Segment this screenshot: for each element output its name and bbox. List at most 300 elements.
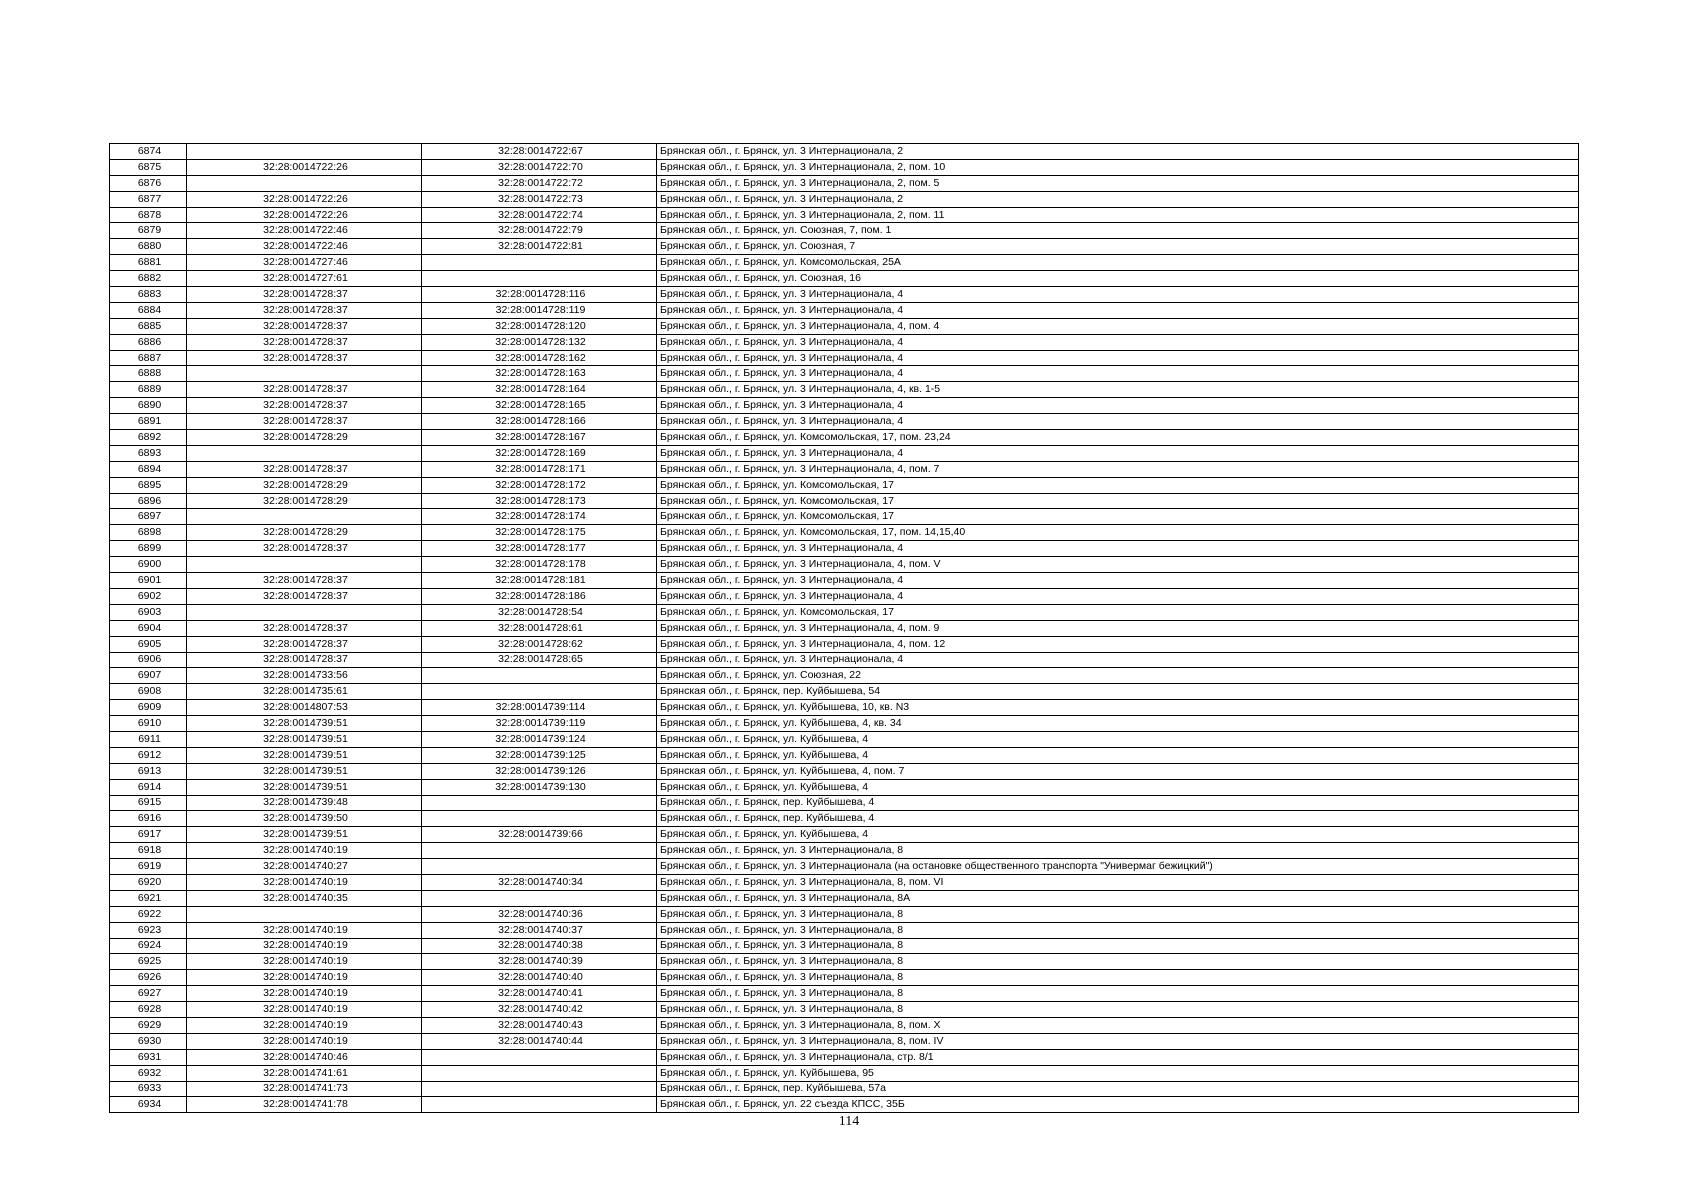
cadastral-number-cell: 32:28:0014722:81 <box>422 239 657 255</box>
row-number-cell: 6920 <box>110 874 187 890</box>
cadastral-number-cell: 32:28:0014728:164 <box>422 382 657 398</box>
parent-cadastral-number-cell: 32:28:0014728:37 <box>187 287 422 303</box>
address-cell: Брянская обл., г. Брянск, ул. Комсомольская, 25А <box>657 255 1579 271</box>
row-number-cell: 6929 <box>110 1017 187 1033</box>
parent-cadastral-number-cell: 32:28:0014740:19 <box>187 922 422 938</box>
cadastral-number-cell: 32:28:0014728:132 <box>422 334 657 350</box>
table-row <box>110 398 1579 414</box>
parent-cadastral-number-cell <box>187 557 422 573</box>
parent-cadastral-number-cell: 32:28:0014739:51 <box>187 827 422 843</box>
row-number-cell: 6886 <box>110 334 187 350</box>
row-number-cell: 6900 <box>110 557 187 573</box>
cadastral-number-cell: 32:28:0014728:120 <box>422 318 657 334</box>
address-cell: Брянская обл., г. Брянск, ул. 3 Интернационала, 4 <box>657 588 1579 604</box>
parent-cadastral-number-cell: 32:28:0014728:37 <box>187 318 422 334</box>
table-row <box>110 159 1579 175</box>
address-cell: Брянская обл., г. Брянск, ул. 3 Интернационала, 2 <box>657 144 1579 160</box>
cadastral-number-cell <box>422 811 657 827</box>
cadastral-number-cell: 32:28:0014740:40 <box>422 970 657 986</box>
row-number-cell: 6903 <box>110 604 187 620</box>
cadastral-number-cell: 32:28:0014740:43 <box>422 1017 657 1033</box>
address-cell: Брянская обл., г. Брянск, ул. 3 Интернационала, 4, кв. 1-5 <box>657 382 1579 398</box>
cadastral-number-cell <box>422 795 657 811</box>
table-row <box>110 954 1579 970</box>
row-number-cell: 6923 <box>110 922 187 938</box>
row-number-cell: 6887 <box>110 350 187 366</box>
address-cell: Брянская обл., г. Брянск, ул. Комсомольская, 17 <box>657 477 1579 493</box>
parent-cadastral-number-cell: 32:28:0014739:51 <box>187 779 422 795</box>
table-row <box>110 541 1579 557</box>
table-row <box>110 636 1579 652</box>
cadastral-number-cell <box>422 1081 657 1097</box>
parent-cadastral-number-cell: 32:28:0014728:29 <box>187 477 422 493</box>
address-cell: Брянская обл., г. Брянск, ул. Куйбышева, 95 <box>657 1065 1579 1081</box>
parent-cadastral-number-cell: 32:28:0014740:19 <box>187 970 422 986</box>
cadastral-number-cell: 32:28:0014740:34 <box>422 874 657 890</box>
table-row <box>110 239 1579 255</box>
cadastral-number-cell: 32:28:0014728:173 <box>422 493 657 509</box>
parent-cadastral-number-cell: 32:28:0014740:46 <box>187 1049 422 1065</box>
parent-cadastral-number-cell <box>187 604 422 620</box>
table-row <box>110 588 1579 604</box>
address-cell: Брянская обл., г. Брянск, ул. 3 Интернационала, 4 <box>657 334 1579 350</box>
parent-cadastral-number-cell: 32:28:0014739:48 <box>187 795 422 811</box>
table-row <box>110 318 1579 334</box>
cadastral-number-cell: 32:28:0014739:119 <box>422 716 657 732</box>
cadastral-number-cell: 32:28:0014728:177 <box>422 541 657 557</box>
parent-cadastral-number-cell: 32:28:0014728:29 <box>187 525 422 541</box>
parent-cadastral-number-cell <box>187 144 422 160</box>
address-cell: Брянская обл., г. Брянск, ул. 3 Интернационала, 4, пом. 9 <box>657 620 1579 636</box>
address-cell: Брянская обл., г. Брянск, ул. 3 Интернационала, 8 <box>657 954 1579 970</box>
address-cell: Брянская обл., г. Брянск, ул. 3 Интернационала, 8, пом. X <box>657 1017 1579 1033</box>
address-cell: Брянская обл., г. Брянск, ул. Куйбышева, 4, кв. 34 <box>657 716 1579 732</box>
address-cell: Брянская обл., г. Брянск, ул. Комсомольская, 17, пом. 14,15,40 <box>657 525 1579 541</box>
table-row <box>110 573 1579 589</box>
cadastral-number-cell: 32:28:0014739:130 <box>422 779 657 795</box>
table-row <box>110 763 1579 779</box>
row-number-cell: 6889 <box>110 382 187 398</box>
cadastral-number-cell <box>422 684 657 700</box>
row-number-cell: 6933 <box>110 1081 187 1097</box>
row-number-cell: 6918 <box>110 843 187 859</box>
cadastral-number-cell: 32:28:0014728:119 <box>422 302 657 318</box>
cadastral-number-cell: 32:28:0014728:61 <box>422 620 657 636</box>
cadastral-number-cell: 32:28:0014739:125 <box>422 747 657 763</box>
address-cell: Брянская обл., г. Брянск, ул. 3 Интернационала, 4 <box>657 350 1579 366</box>
address-cell: Брянская обл., г. Брянск, ул. Союзная, 7, пом. 1 <box>657 223 1579 239</box>
cadastral-number-cell: 32:28:0014728:54 <box>422 604 657 620</box>
parent-cadastral-number-cell: 32:28:0014741:61 <box>187 1065 422 1081</box>
parent-cadastral-number-cell: 32:28:0014728:37 <box>187 302 422 318</box>
cadastral-number-cell: 32:28:0014728:163 <box>422 366 657 382</box>
address-cell: Брянская обл., г. Брянск, пер. Куйбышева, 4 <box>657 795 1579 811</box>
cadastral-number-cell <box>422 859 657 875</box>
row-number-cell: 6895 <box>110 477 187 493</box>
address-cell: Брянская обл., г. Брянск, ул. 3 Интернационала, 8 <box>657 1002 1579 1018</box>
address-cell: Брянская обл., г. Брянск, ул. 3 Интернационала, 4 <box>657 366 1579 382</box>
parent-cadastral-number-cell: 32:28:0014740:19 <box>187 1002 422 1018</box>
address-cell: Брянская обл., г. Брянск, ул. 3 Интернационала, стр. 8/1 <box>657 1049 1579 1065</box>
row-number-cell: 6928 <box>110 1002 187 1018</box>
table-row <box>110 1081 1579 1097</box>
row-number-cell: 6911 <box>110 731 187 747</box>
cadastral-number-cell: 32:28:0014722:70 <box>422 159 657 175</box>
cadastral-number-cell: 32:28:0014740:38 <box>422 938 657 954</box>
address-cell: Брянская обл., г. Брянск, ул. 3 Интернационала, 4 <box>657 652 1579 668</box>
parent-cadastral-number-cell <box>187 509 422 525</box>
row-number-cell: 6934 <box>110 1097 187 1113</box>
parent-cadastral-number-cell: 32:28:0014741:78 <box>187 1097 422 1113</box>
address-cell: Брянская обл., г. Брянск, ул. 3 Интернационала, 4 <box>657 541 1579 557</box>
address-cell: Брянская обл., г. Брянск, ул. 3 Интернационала, 8 <box>657 922 1579 938</box>
cadastral-number-cell <box>422 668 657 684</box>
row-number-cell: 6932 <box>110 1065 187 1081</box>
address-cell: Брянская обл., г. Брянск, ул. 3 Интернационала, 4 <box>657 302 1579 318</box>
address-cell: Брянская обл., г. Брянск, пер. Куйбышева, 54 <box>657 684 1579 700</box>
cadastral-number-cell: 32:28:0014722:73 <box>422 191 657 207</box>
cadastral-number-cell: 32:28:0014728:165 <box>422 398 657 414</box>
parent-cadastral-number-cell: 32:28:0014740:19 <box>187 843 422 859</box>
parent-cadastral-number-cell: 32:28:0014728:37 <box>187 334 422 350</box>
row-number-cell: 6884 <box>110 302 187 318</box>
table-row <box>110 890 1579 906</box>
parent-cadastral-number-cell: 32:28:0014728:37 <box>187 636 422 652</box>
parent-cadastral-number-cell: 32:28:0014740:19 <box>187 938 422 954</box>
cadastral-number-cell: 32:28:0014739:114 <box>422 700 657 716</box>
table-row <box>110 350 1579 366</box>
property-register-table <box>109 143 1579 1113</box>
cadastral-number-cell: 32:28:0014739:66 <box>422 827 657 843</box>
address-cell: Брянская обл., г. Брянск, ул. 3 Интернационала, 4 <box>657 445 1579 461</box>
address-cell: Брянская обл., г. Брянск, ул. 3 Интернационала, 4, пом. 7 <box>657 461 1579 477</box>
row-number-cell: 6874 <box>110 144 187 160</box>
table-row <box>110 144 1579 160</box>
cadastral-number-cell <box>422 271 657 287</box>
row-number-cell: 6930 <box>110 1033 187 1049</box>
parent-cadastral-number-cell: 32:28:0014728:29 <box>187 430 422 446</box>
table-row <box>110 938 1579 954</box>
table-row <box>110 700 1579 716</box>
row-number-cell: 6898 <box>110 525 187 541</box>
address-cell: Брянская обл., г. Брянск, ул. Куйбышева, 4 <box>657 779 1579 795</box>
cadastral-number-cell: 32:28:0014728:186 <box>422 588 657 604</box>
row-number-cell: 6880 <box>110 239 187 255</box>
parent-cadastral-number-cell: 32:28:0014740:27 <box>187 859 422 875</box>
parent-cadastral-number-cell: 32:28:0014728:37 <box>187 541 422 557</box>
cadastral-number-cell: 32:28:0014728:172 <box>422 477 657 493</box>
cadastral-number-cell: 32:28:0014728:169 <box>422 445 657 461</box>
table-row <box>110 874 1579 890</box>
row-number-cell: 6879 <box>110 223 187 239</box>
table-row <box>110 557 1579 573</box>
address-cell: Брянская обл., г. Брянск, ул. 3 Интернационала, 8 <box>657 843 1579 859</box>
table-row <box>110 827 1579 843</box>
address-cell: Брянская обл., г. Брянск, ул. Куйбышева, 4 <box>657 731 1579 747</box>
cadastral-number-cell: 32:28:0014728:62 <box>422 636 657 652</box>
parent-cadastral-number-cell: 32:28:0014727:46 <box>187 255 422 271</box>
address-cell: Брянская обл., г. Брянск, ул. 3 Интернационала, 2 <box>657 191 1579 207</box>
table-row <box>110 795 1579 811</box>
row-number-cell: 6893 <box>110 445 187 461</box>
row-number-cell: 6905 <box>110 636 187 652</box>
parent-cadastral-number-cell <box>187 906 422 922</box>
address-cell: Брянская обл., г. Брянск, ул. Куйбышева, 4, пом. 7 <box>657 763 1579 779</box>
address-cell: Брянская обл., г. Брянск, ул. Союзная, 16 <box>657 271 1579 287</box>
table-row <box>110 461 1579 477</box>
cadastral-number-cell <box>422 1097 657 1113</box>
parent-cadastral-number-cell: 32:28:0014739:51 <box>187 716 422 732</box>
table-row <box>110 922 1579 938</box>
table-row <box>110 731 1579 747</box>
row-number-cell: 6883 <box>110 287 187 303</box>
cadastral-number-cell: 32:28:0014728:167 <box>422 430 657 446</box>
address-cell: Брянская обл., г. Брянск, ул. 3 Интернационала, 8 <box>657 906 1579 922</box>
cadastral-number-cell: 32:28:0014740:44 <box>422 1033 657 1049</box>
parent-cadastral-number-cell: 32:28:0014728:37 <box>187 620 422 636</box>
cadastral-number-cell: 32:28:0014740:36 <box>422 906 657 922</box>
row-number-cell: 6913 <box>110 763 187 779</box>
row-number-cell: 6915 <box>110 795 187 811</box>
table-row <box>110 843 1579 859</box>
row-number-cell: 6926 <box>110 970 187 986</box>
row-number-cell: 6899 <box>110 541 187 557</box>
table-row <box>110 859 1579 875</box>
parent-cadastral-number-cell: 32:28:0014728:29 <box>187 493 422 509</box>
parent-cadastral-number-cell: 32:28:0014728:37 <box>187 588 422 604</box>
table-row <box>110 255 1579 271</box>
parent-cadastral-number-cell: 32:28:0014740:19 <box>187 1017 422 1033</box>
address-cell: Брянская обл., г. Брянск, ул. 3 Интернационала, 2, пом. 11 <box>657 207 1579 223</box>
parent-cadastral-number-cell: 32:28:0014739:51 <box>187 747 422 763</box>
address-cell: Брянская обл., г. Брянск, ул. 3 Интернационала, 8, пом. VI <box>657 874 1579 890</box>
table-row <box>110 430 1579 446</box>
cadastral-number-cell: 32:28:0014728:65 <box>422 652 657 668</box>
table-row <box>110 223 1579 239</box>
row-number-cell: 6927 <box>110 986 187 1002</box>
table-row <box>110 525 1579 541</box>
row-number-cell: 6891 <box>110 414 187 430</box>
address-cell: Брянская обл., г. Брянск, ул. 3 Интернационала, 4 <box>657 287 1579 303</box>
parent-cadastral-number-cell: 32:28:0014722:26 <box>187 159 422 175</box>
table-row <box>110 1017 1579 1033</box>
row-number-cell: 6904 <box>110 620 187 636</box>
table-row <box>110 1033 1579 1049</box>
address-cell: Брянская обл., г. Брянск, ул. Комсомольская, 17 <box>657 509 1579 525</box>
parent-cadastral-number-cell <box>187 175 422 191</box>
cadastral-number-cell: 32:28:0014728:171 <box>422 461 657 477</box>
address-cell: Брянская обл., г. Брянск, ул. 3 Интернационала, 4, пом. 12 <box>657 636 1579 652</box>
parent-cadastral-number-cell: 32:28:0014728:37 <box>187 414 422 430</box>
row-number-cell: 6921 <box>110 890 187 906</box>
address-cell: Брянская обл., г. Брянск, ул. 3 Интернационала, 8 <box>657 938 1579 954</box>
table-row <box>110 382 1579 398</box>
row-number-cell: 6881 <box>110 255 187 271</box>
cadastral-number-cell <box>422 1065 657 1081</box>
parent-cadastral-number-cell: 32:28:0014728:37 <box>187 573 422 589</box>
row-number-cell: 6877 <box>110 191 187 207</box>
parent-cadastral-number-cell: 32:28:0014722:46 <box>187 223 422 239</box>
cadastral-number-cell: 32:28:0014728:162 <box>422 350 657 366</box>
row-number-cell: 6912 <box>110 747 187 763</box>
table-row <box>110 811 1579 827</box>
address-cell: Брянская обл., г. Брянск, ул. 3 Интернационала, 8 <box>657 970 1579 986</box>
row-number-cell: 6925 <box>110 954 187 970</box>
table-body <box>110 144 1579 1113</box>
parent-cadastral-number-cell: 32:28:0014807:53 <box>187 700 422 716</box>
table-row <box>110 970 1579 986</box>
cadastral-number-cell: 32:28:0014740:37 <box>422 922 657 938</box>
address-cell: Брянская обл., г. Брянск, ул. 3 Интернационала (на остановке общественного транспорта "Универмаг бежицкий") <box>657 859 1579 875</box>
address-cell: Брянская обл., г. Брянск, пер. Куйбышева, 57а <box>657 1081 1579 1097</box>
table-row <box>110 652 1579 668</box>
row-number-cell: 6909 <box>110 700 187 716</box>
parent-cadastral-number-cell: 32:28:0014728:37 <box>187 350 422 366</box>
parent-cadastral-number-cell <box>187 366 422 382</box>
row-number-cell: 6901 <box>110 573 187 589</box>
parent-cadastral-number-cell: 32:28:0014722:26 <box>187 191 422 207</box>
row-number-cell: 6890 <box>110 398 187 414</box>
row-number-cell: 6924 <box>110 938 187 954</box>
parent-cadastral-number-cell: 32:28:0014740:19 <box>187 874 422 890</box>
table-row <box>110 414 1579 430</box>
row-number-cell: 6885 <box>110 318 187 334</box>
address-cell: Брянская обл., г. Брянск, ул. 3 Интернационала, 4 <box>657 573 1579 589</box>
parent-cadastral-number-cell: 32:28:0014728:37 <box>187 382 422 398</box>
table-row <box>110 620 1579 636</box>
address-cell: Брянская обл., г. Брянск, ул. 3 Интернационала, 8 <box>657 986 1579 1002</box>
table-row <box>110 604 1579 620</box>
row-number-cell: 6897 <box>110 509 187 525</box>
cadastral-number-cell: 32:28:0014722:79 <box>422 223 657 239</box>
parent-cadastral-number-cell: 32:28:0014735:61 <box>187 684 422 700</box>
address-cell: Брянская обл., г. Брянск, ул. Комсомольская, 17, пом. 23,24 <box>657 430 1579 446</box>
row-number-cell: 6875 <box>110 159 187 175</box>
row-number-cell: 6907 <box>110 668 187 684</box>
address-cell: Брянская обл., г. Брянск, ул. 3 Интернационала, 8, пом. IV <box>657 1033 1579 1049</box>
parent-cadastral-number-cell: 32:28:0014728:37 <box>187 461 422 477</box>
table-row <box>110 1002 1579 1018</box>
table-row <box>110 986 1579 1002</box>
parent-cadastral-number-cell: 32:28:0014741:73 <box>187 1081 422 1097</box>
cadastral-number-cell <box>422 1049 657 1065</box>
address-cell: Брянская обл., г. Брянск, ул. Комсомольская, 17 <box>657 604 1579 620</box>
table-row <box>110 493 1579 509</box>
table-row <box>110 1065 1579 1081</box>
address-cell: Брянская обл., г. Брянск, ул. Куйбышева, 10, кв. N3 <box>657 700 1579 716</box>
address-cell: Брянская обл., г. Брянск, ул. 3 Интернационала, 4 <box>657 398 1579 414</box>
row-number-cell: 6894 <box>110 461 187 477</box>
cadastral-number-cell: 32:28:0014728:178 <box>422 557 657 573</box>
table-row <box>110 191 1579 207</box>
parent-cadastral-number-cell: 32:28:0014740:19 <box>187 954 422 970</box>
address-cell: Брянская обл., г. Брянск, ул. Союзная, 22 <box>657 668 1579 684</box>
address-cell: Брянская обл., г. Брянск, ул. 3 Интернационала, 4 <box>657 414 1579 430</box>
address-cell: Брянская обл., г. Брянск, ул. Комсомольская, 17 <box>657 493 1579 509</box>
parent-cadastral-number-cell: 32:28:0014740:35 <box>187 890 422 906</box>
row-number-cell: 6919 <box>110 859 187 875</box>
parent-cadastral-number-cell: 32:28:0014740:19 <box>187 986 422 1002</box>
parent-cadastral-number-cell: 32:28:0014739:50 <box>187 811 422 827</box>
table-row <box>110 445 1579 461</box>
row-number-cell: 6888 <box>110 366 187 382</box>
table-row <box>110 779 1579 795</box>
parent-cadastral-number-cell: 32:28:0014733:56 <box>187 668 422 684</box>
table-row <box>110 668 1579 684</box>
table-row <box>110 287 1579 303</box>
table-row <box>110 175 1579 191</box>
row-number-cell: 6922 <box>110 906 187 922</box>
table-row <box>110 509 1579 525</box>
table-row <box>110 747 1579 763</box>
table-row <box>110 684 1579 700</box>
cadastral-number-cell: 32:28:0014728:166 <box>422 414 657 430</box>
table-row <box>110 366 1579 382</box>
address-cell: Брянская обл., г. Брянск, ул. 3 Интернационала, 2, пом. 5 <box>657 175 1579 191</box>
row-number-cell: 6882 <box>110 271 187 287</box>
cadastral-number-cell: 32:28:0014728:174 <box>422 509 657 525</box>
address-cell: Брянская обл., г. Брянск, пер. Куйбышева, 4 <box>657 811 1579 827</box>
table-row <box>110 1049 1579 1065</box>
table-row <box>110 207 1579 223</box>
row-number-cell: 6878 <box>110 207 187 223</box>
parent-cadastral-number-cell: 32:28:0014739:51 <box>187 763 422 779</box>
parent-cadastral-number-cell: 32:28:0014728:37 <box>187 398 422 414</box>
cadastral-number-cell: 32:28:0014728:175 <box>422 525 657 541</box>
parent-cadastral-number-cell: 32:28:0014728:37 <box>187 652 422 668</box>
cadastral-number-cell: 32:28:0014728:181 <box>422 573 657 589</box>
cadastral-number-cell: 32:28:0014739:124 <box>422 731 657 747</box>
row-number-cell: 6931 <box>110 1049 187 1065</box>
table-row <box>110 1097 1579 1113</box>
table-row <box>110 302 1579 318</box>
row-number-cell: 6902 <box>110 588 187 604</box>
cadastral-number-cell: 32:28:0014739:126 <box>422 763 657 779</box>
row-number-cell: 6896 <box>110 493 187 509</box>
table-row <box>110 271 1579 287</box>
address-cell: Брянская обл., г. Брянск, ул. 22 съезда КПСС, 35Б <box>657 1097 1579 1113</box>
cadastral-number-cell: 32:28:0014728:116 <box>422 287 657 303</box>
parent-cadastral-number-cell: 32:28:0014722:46 <box>187 239 422 255</box>
parent-cadastral-number-cell <box>187 445 422 461</box>
cadastral-number-cell: 32:28:0014722:67 <box>422 144 657 160</box>
cadastral-number-cell: 32:28:0014740:42 <box>422 1002 657 1018</box>
address-cell: Брянская обл., г. Брянск, ул. Союзная, 7 <box>657 239 1579 255</box>
row-number-cell: 6917 <box>110 827 187 843</box>
table-row <box>110 906 1579 922</box>
table-row <box>110 334 1579 350</box>
cadastral-number-cell: 32:28:0014722:72 <box>422 175 657 191</box>
table-row <box>110 716 1579 732</box>
parent-cadastral-number-cell: 32:28:0014740:19 <box>187 1033 422 1049</box>
row-number-cell: 6914 <box>110 779 187 795</box>
parent-cadastral-number-cell: 32:28:0014727:61 <box>187 271 422 287</box>
address-cell: Брянская обл., г. Брянск, ул. 3 Интернационала, 2, пом. 10 <box>657 159 1579 175</box>
cadastral-number-cell: 32:28:0014740:39 <box>422 954 657 970</box>
cadastral-number-cell <box>422 843 657 859</box>
address-cell: Брянская обл., г. Брянск, ул. Куйбышева, 4 <box>657 747 1579 763</box>
cadastral-number-cell: 32:28:0014740:41 <box>422 986 657 1002</box>
row-number-cell: 6916 <box>110 811 187 827</box>
row-number-cell: 6910 <box>110 716 187 732</box>
row-number-cell: 6906 <box>110 652 187 668</box>
address-cell: Брянская обл., г. Брянск, ул. 3 Интернационала, 4, пом. V <box>657 557 1579 573</box>
row-number-cell: 6876 <box>110 175 187 191</box>
address-cell: Брянская обл., г. Брянск, ул. 3 Интернационала, 4, пом. 4 <box>657 318 1579 334</box>
cadastral-number-cell: 32:28:0014722:74 <box>422 207 657 223</box>
address-cell: Брянская обл., г. Брянск, ул. 3 Интернационала, 8А <box>657 890 1579 906</box>
cadastral-number-cell <box>422 255 657 271</box>
